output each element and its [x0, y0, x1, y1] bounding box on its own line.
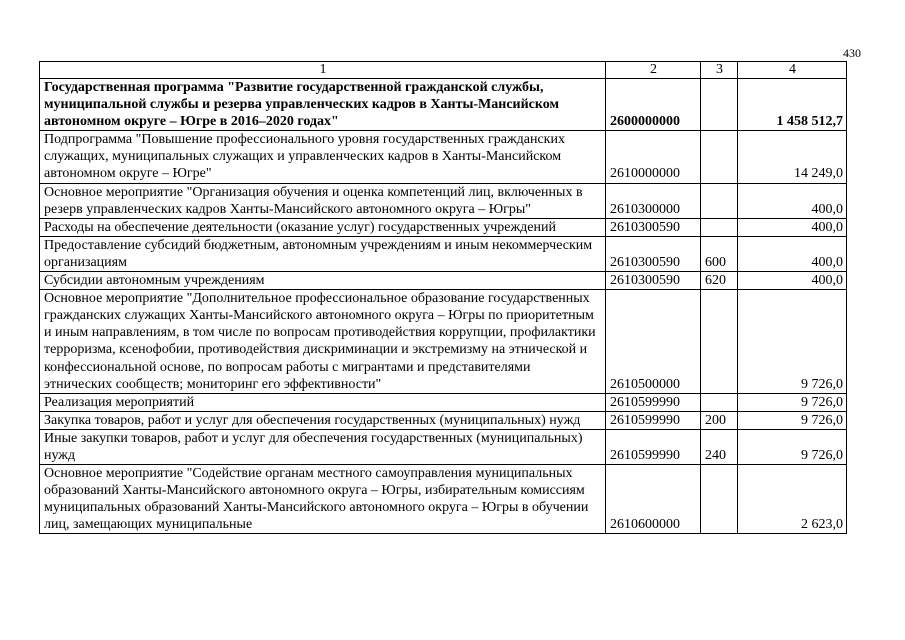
row-description: Реализация мероприятий: [40, 393, 606, 411]
row-description: Иные закупки товаров, работ и услуг для обеспечения государственных (муниципальных) нужд: [40, 429, 606, 464]
row-expense-type: [701, 218, 738, 236]
row-expense-type: [701, 393, 738, 411]
row-expense-type: [701, 290, 738, 394]
table-row: [40, 272, 847, 290]
row-description: Основное мероприятие "Организация обучения и оценка компетенций лиц, включенных в резерв управленческих кадров Ханты-Мансийского автономного округа – Югры": [40, 183, 606, 218]
page-number: 430: [843, 46, 861, 60]
row-description: Подпрограмма "Повышение профессионального уровня государственных гражданских служащих, муниципальных служащих и управленческих кадров в Ханты-Мансийском автономном округе – Югре": [40, 131, 606, 183]
row-code: 2610300590: [606, 272, 701, 290]
row-code: 2610500000: [606, 290, 701, 394]
row-amount: 400,0: [738, 272, 847, 290]
row-amount: 400,0: [738, 183, 847, 218]
table-row: [40, 393, 847, 411]
table-header-row: [40, 62, 847, 79]
row-expense-type: 240: [701, 429, 738, 464]
row-code: 2610600000: [606, 465, 701, 534]
row-expense-type: [701, 79, 738, 131]
row-code: 2600000000: [606, 79, 701, 131]
row-code: 2610300590: [606, 218, 701, 236]
budget-table: [39, 61, 847, 534]
table-row: [40, 429, 847, 464]
column-header-4: 4: [738, 62, 847, 79]
row-expense-type: [701, 183, 738, 218]
row-amount: 1 458 512,7: [738, 79, 847, 131]
row-amount: 9 726,0: [738, 393, 847, 411]
row-expense-type: [701, 131, 738, 183]
row-description: Субсидии автономным учреждениям: [40, 272, 606, 290]
column-header-1: 1: [40, 62, 606, 79]
row-expense-type: 200: [701, 411, 738, 429]
row-code: 2610599990: [606, 429, 701, 464]
row-amount: 9 726,0: [738, 411, 847, 429]
column-header-3: 3: [701, 62, 738, 79]
row-amount: 400,0: [738, 218, 847, 236]
row-description: Закупка товаров, работ и услуг для обеспечения государственных (муниципальных) нужд: [40, 411, 606, 429]
row-description: Предоставление субсидий бюджетным, автономным учреждениям и иным некоммерческим организациям: [40, 236, 606, 271]
row-amount: 400,0: [738, 236, 847, 271]
row-expense-type: 600: [701, 236, 738, 271]
row-code: 2610300000: [606, 183, 701, 218]
table-row: [40, 79, 847, 131]
row-code: 2610599990: [606, 393, 701, 411]
row-description: Государственная программа "Развитие государственной гражданской службы, муниципальной службы и резерва управленческих кадров в Ханты-Мансийском автономном округе – Югре в 2016–2020 годах": [40, 79, 606, 131]
row-expense-type: 620: [701, 272, 738, 290]
table-row: [40, 465, 847, 534]
table-row: [40, 183, 847, 218]
row-expense-type: [701, 465, 738, 534]
table-row: [40, 290, 847, 394]
row-description: Основное мероприятие "Содействие органам местного самоуправления муниципальных образований Ханты-Мансийского автономного округа – Югры, избирательным комиссиям муниципальных образований Ханты-Мансийского автономного округа – Югры в обучении лиц, замещающих муниципальные: [40, 465, 606, 534]
row-code: 2610599990: [606, 411, 701, 429]
row-description: Расходы на обеспечение деятельности (оказание услуг) государственных учреждений: [40, 218, 606, 236]
table-row: [40, 218, 847, 236]
row-code: 2610000000: [606, 131, 701, 183]
row-amount: 9 726,0: [738, 290, 847, 394]
table-row: [40, 131, 847, 183]
table-row: [40, 236, 847, 271]
table-row: [40, 411, 847, 429]
row-amount: 9 726,0: [738, 429, 847, 464]
row-amount: 14 249,0: [738, 131, 847, 183]
row-code: 2610300590: [606, 236, 701, 271]
row-amount: 2 623,0: [738, 465, 847, 534]
column-header-2: 2: [606, 62, 701, 79]
row-description: Основное мероприятие "Дополнительное профессиональное образование государственных гражданских служащих Ханты-Мансийского автономного округа – Югры по приоритетным и иным направлениям, в том числе по вопросам противодействия коррупции, профилактики терроризма, ксенофобии, противодействия дискриминации и экстремизму на этнической и конфессиональной основе, по вопросам работы с мигрантами и представителями этнических сообществ; мониторинг его эффективности": [40, 290, 606, 394]
